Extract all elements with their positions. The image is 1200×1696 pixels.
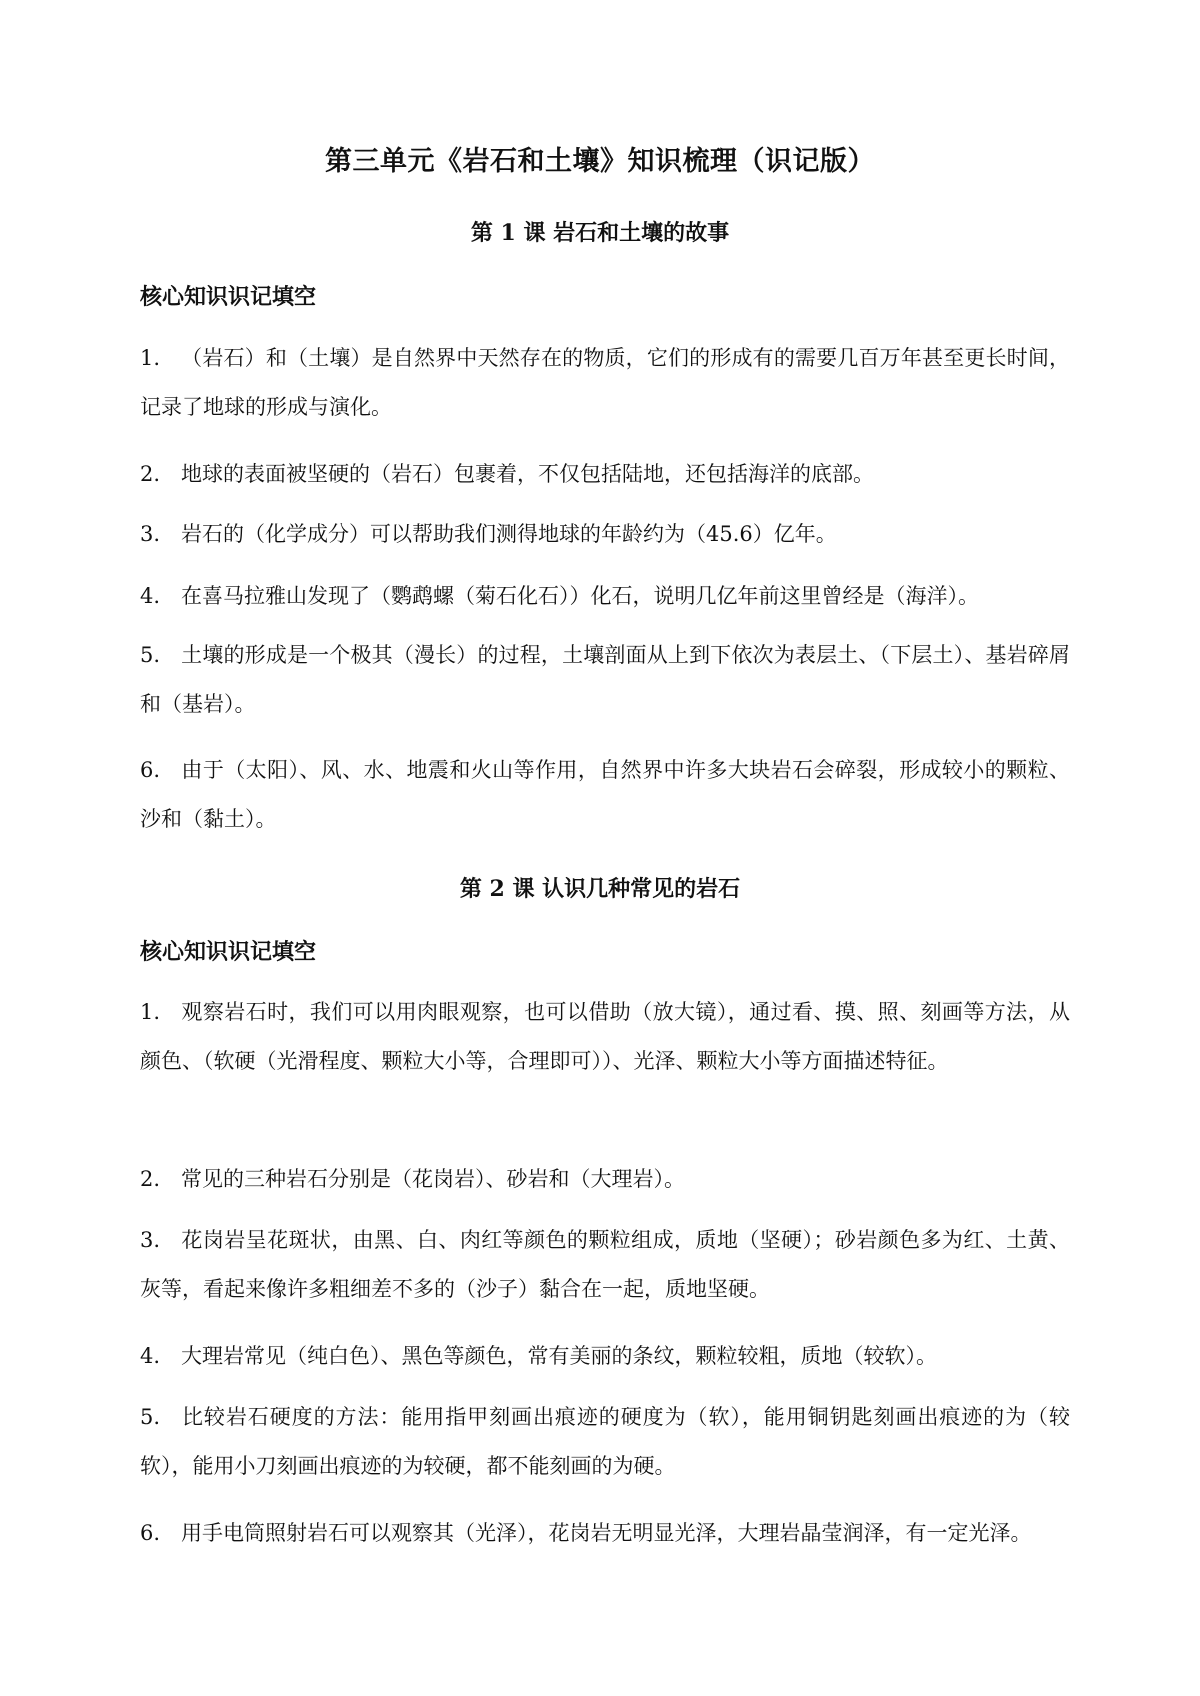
item-number: 2. (140, 462, 161, 486)
item-text: 岩石的（化学成分）可以帮助我们测得地球的年龄约为（45.6）亿年。 (181, 522, 837, 546)
item-number: 6. (140, 758, 161, 782)
lesson-2-item-3 (140, 1216, 1070, 1314)
document-title: 第三单元《岩石和土壤》知识梳理（识记版） (325, 146, 875, 177)
item-number: 5. (140, 1405, 161, 1429)
item-number: 4. (140, 584, 161, 608)
item-text: 大理岩常见（纯白色）、黑色等颜色，常有美丽的条纹，颗粒较粗，质地（较软）。 (181, 1344, 937, 1368)
item-text: 由于（太阳）、风、水、地震和火山等作用，自然界中许多大块岩石会碎裂，形成较小的颗粒、沙和（黏土）。 (140, 758, 1070, 831)
item-number: 2. (140, 1167, 161, 1191)
lesson-1-item-1 (140, 334, 1070, 432)
item-text: 土壤的形成是一个极其（漫长）的过程，土壤剖面从上到下依次为表层土、（下层土）、基岩碎屑和（基岩）。 (140, 643, 1070, 716)
lesson-2-item-1 (140, 988, 1070, 1086)
lesson-2-item-4 (140, 1332, 1070, 1381)
item-number: 3. (140, 522, 161, 546)
item-number: 1. (140, 346, 161, 370)
item-number: 1. (140, 1000, 161, 1024)
item-text: 观察岩石时，我们可以用肉眼观察，也可以借助（放大镜），通过看、摸、照、刻画等方法，从颜色、（软硬（光滑程度、颗粒大小等，合理即可））、光泽、颗粒大小等方面描述特征。 (140, 1000, 1070, 1073)
lesson-1-title: 第 1 课 岩石和土壤的故事 (470, 220, 730, 246)
lesson-1-item-4 (140, 572, 1070, 621)
item-text: 花岗岩呈花斑状，由黑、白、肉红等颜色的颗粒组成，质地（坚硬）；砂岩颜色多为红、土黄、灰等，看起来像许多粗细差不多的（沙子）黏合在一起，质地坚硬。 (140, 1228, 1070, 1301)
lesson-1-item-2 (140, 450, 1070, 499)
lesson-2-item-6 (140, 1509, 1070, 1558)
item-text: 地球的表面被坚硬的（岩石）包裹着，不仅包括陆地，还包括海洋的底部。 (181, 462, 874, 486)
lesson-2-item-2 (140, 1155, 1070, 1204)
item-text: 在喜马拉雅山发现了（鹦鹉螺（菊石化石））化石，说明几亿年前这里曾经是（海洋）。 (181, 584, 979, 608)
item-text: 常见的三种岩石分别是（花岗岩）、砂岩和（大理岩）。 (181, 1167, 685, 1191)
item-text: 比较岩石硬度的方法：能用指甲刻画出痕迹的硬度为（软），能用铜钥匙刻画出痕迹的为（较软），能用小刀刻画出痕迹的为较硬，都不能刻画的为硬。 (140, 1405, 1070, 1478)
item-number: 4. (140, 1344, 161, 1368)
lesson-2-section-heading: 核心知识识记填空 (140, 939, 317, 965)
item-number: 3. (140, 1228, 161, 1252)
lesson-1-section-heading: 核心知识识记填空 (140, 284, 317, 310)
lesson-2-title: 第 2 课 认识几种常见的岩石 (459, 876, 741, 902)
lesson-1-item-3 (140, 510, 1070, 559)
item-number: 6. (140, 1521, 161, 1545)
item-number: 5. (140, 643, 161, 667)
lesson-1-item-6 (140, 746, 1070, 844)
lesson-2-item-5 (140, 1393, 1070, 1491)
item-text: （岩石）和（土壤）是自然界中天然存在的物质，它们的形成有的需要几百万年甚至更长时间，记录了地球的形成与演化。 (140, 346, 1070, 419)
item-text: 用手电筒照射岩石可以观察其（光泽），花岗岩无明显光泽，大理岩晶莹润泽，有一定光泽。 (181, 1521, 1032, 1545)
lesson-1-item-5 (140, 631, 1070, 729)
